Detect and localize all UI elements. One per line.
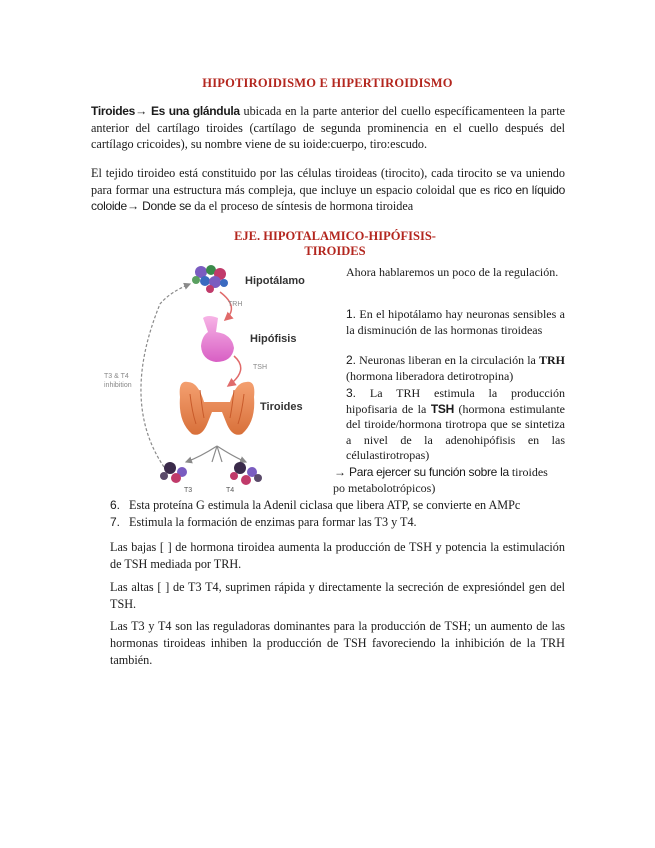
regulation-step-2 <box>346 353 565 384</box>
subtitle-line-1: EJE. HIPOTALAMICO-HIPÓFISIS- <box>234 229 436 243</box>
step-1-number: 1. <box>346 307 357 321</box>
step-1-text: En el hipotálamo hay neuronas sensibles a la disminución de las hormonas tiroideas <box>346 307 565 337</box>
step-2-trh: TRH <box>538 353 565 367</box>
paragraph-low-levels: Las bajas [ ] de hormona tiroidea aumenta la producción de TSH y potencia la estimulación de TSH mediada por TRH. <box>110 540 565 571</box>
regulation-intro: Ahora hablaremos un poco de la regulación. <box>346 265 559 279</box>
tissue-arrow: → <box>126 199 140 213</box>
label-t3: T3 <box>184 487 193 494</box>
label-inhibition-1: T3 & T4 <box>104 373 129 380</box>
label-hypothalamus: Hipotálamo <box>245 275 305 287</box>
label-tsh: TSH <box>253 364 267 371</box>
step-3-text-a: La TRH estimula la producción hipofisaria de la <box>346 386 565 416</box>
pituitary-icon <box>201 316 234 362</box>
regulation-step-1 <box>346 307 565 338</box>
label-thyroid: Tiroides <box>260 401 303 413</box>
item-7-text: Estimula la formación de enzimas para formar las T3 y T4. <box>129 515 417 529</box>
step-4-arrow: → <box>334 465 346 479</box>
intro-arrow: → <box>135 104 148 118</box>
tissue-text1: El tejido tiroideo está constituido por las células tiroideas (tirocito), cada tirocito se va uniendo para formar una estructura más compleja, que incluye un espacio coloidal que es <box>91 166 565 197</box>
intro-lead2: Es una glándula <box>150 104 240 118</box>
step-4-tail: tiroides <box>508 465 548 479</box>
step-2-text-a: Neuronas liberan en la circulación la <box>356 353 539 367</box>
item-6-text: Esta proteína G estimula la Adenil ciclasa que libera ATP, se convierte en AMPc <box>129 498 521 512</box>
hypothalamus-icon <box>192 265 228 293</box>
page-title: HIPOTIROIDISMO E HIPERTIROIDISMO <box>202 76 453 90</box>
paragraph-high-levels: Las altas [ ] de T3 T4, suprimen rápida y directamente la secreción de expresióndel gen del TSH. <box>110 580 565 611</box>
label-t4: T4 <box>226 487 235 494</box>
step-3-number: 3. <box>346 386 357 400</box>
label-pituitary: Hipófisis <box>250 333 297 345</box>
step-3-text-c: (hormona estimulante del tiroide/hormona tirotropa que se sintetiza a nivel de la adenohipófisis en las célulastirotropas) <box>346 401 565 462</box>
intro-paragraph <box>91 103 565 153</box>
tissue-text4: da el proceso de síntesis de hormona tiroidea <box>191 199 414 213</box>
t3-molecule-icon <box>160 462 187 483</box>
hpt-axis-figure <box>100 262 335 494</box>
intro-text: ubicada en la parte anterior del cuello específicamenteen la parte anterior del cartílago tiroides (cartílago de segunda prominencia en el cuello después del cartílago cricoides), su nombre viene de su ioide:cuerpo, tiro:escudo. <box>91 104 566 151</box>
t4-molecule-icon <box>230 462 262 485</box>
item-7-number: 7. <box>110 515 121 529</box>
list-item-7 <box>110 514 580 530</box>
regulation-step-5-fragment: po metabolotrópicos) <box>333 481 436 495</box>
step-2-text-c: (hormona liberadora detirotropina) <box>346 368 514 383</box>
intro-lead: Tiroides <box>91 104 136 118</box>
regulation-step-4-fragment <box>334 465 548 480</box>
subtitle-line-2: TIROIDES <box>304 244 366 258</box>
hpt-axis-diagram <box>100 262 335 494</box>
tissue-paragraph <box>91 165 565 215</box>
paragraph-dominant-regulators: Las T3 y T4 son las reguladoras dominantes para la producción de TSH; un aumento de las hormonas tiroideas inhiben la producción de TSH favoreciendo la inhibición de la TRH también. <box>110 619 565 667</box>
thyroid-icon <box>180 382 255 435</box>
step-3-tsh: TSH <box>430 401 454 416</box>
section-subtitle <box>210 229 460 259</box>
label-trh: TRH <box>228 301 243 308</box>
list-item-6 <box>110 497 580 513</box>
tissue-text2: rico en líquido coloide <box>91 182 565 213</box>
tissue-text3: Donde se <box>142 199 192 213</box>
step-4-text: Para ejercer su función sobre la <box>349 465 509 479</box>
item-6-number: 6. <box>110 498 121 512</box>
regulation-step-3 <box>346 386 565 464</box>
label-inhibition-2: inhibition <box>104 382 132 389</box>
step-2-number: 2. <box>346 353 357 367</box>
